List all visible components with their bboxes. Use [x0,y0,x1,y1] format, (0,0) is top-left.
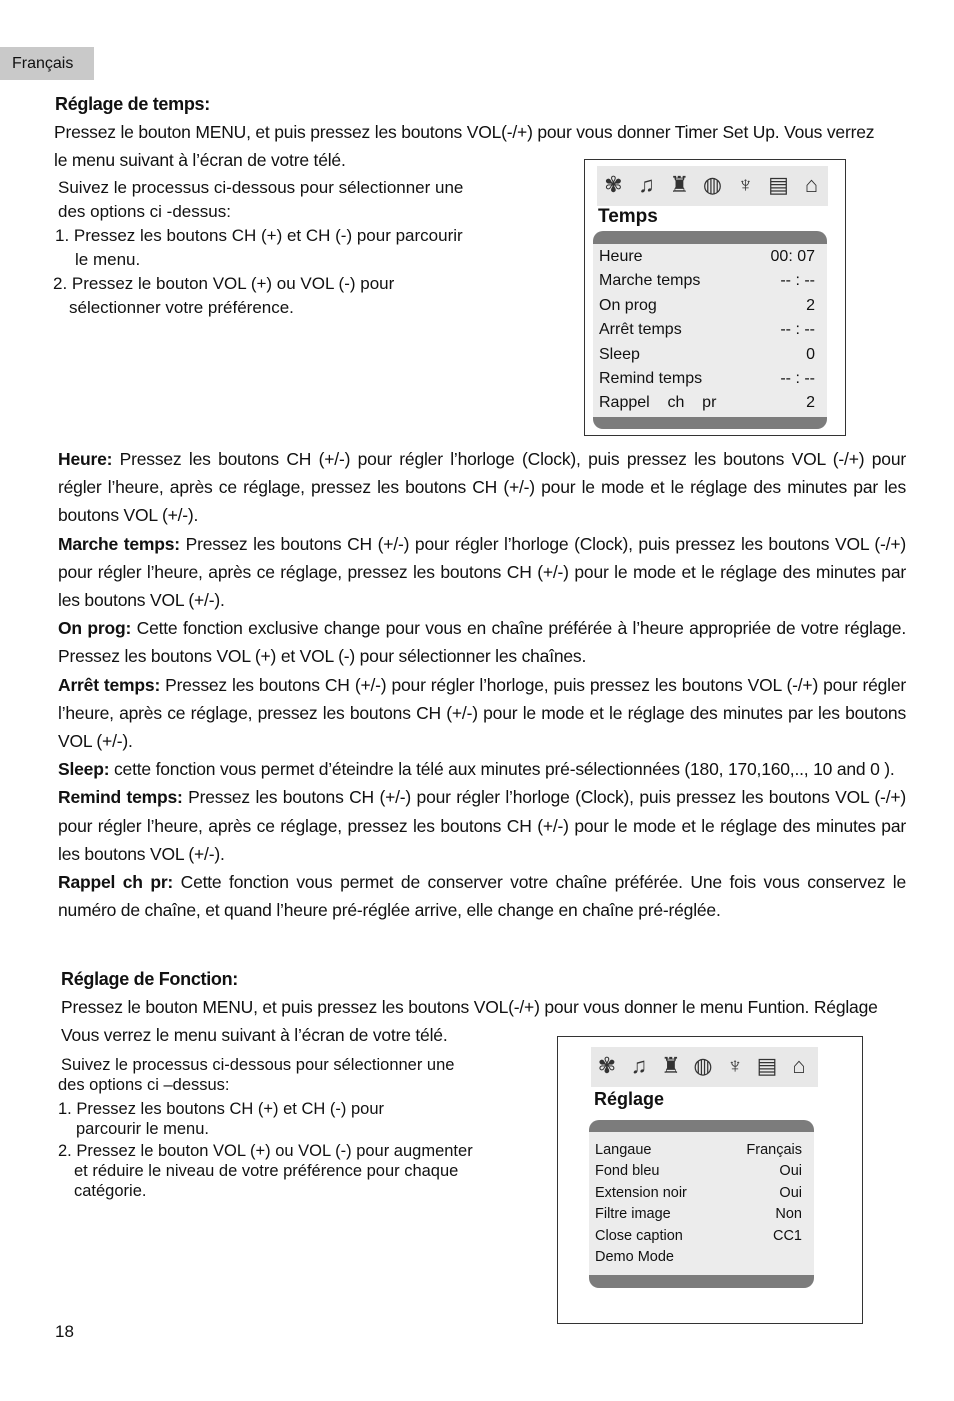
timer-menu-osd [584,159,846,436]
menu-row-label: Filtre image [595,1206,671,1223]
step-2a: 2. Pressez le bouton VOL (+) ou VOL (-) pour [53,274,395,293]
menu-top-bar [593,231,827,244]
sound-icon: ♫ [630,1053,648,1078]
menu-row-label: Demo Mode [595,1249,674,1265]
menu-icon-bar [591,1047,818,1087]
menu-row-value: 2 [806,394,815,412]
osd-title: Temps [598,206,658,227]
menu-row[interactable] [593,248,827,266]
menu-icon-bar [597,166,828,206]
function-menu-osd [557,1036,863,1324]
lock-icon: ⌂ [792,1053,806,1078]
step-2b: sélectionner votre préférence. [69,298,294,317]
menu-row-value: Oui [779,1163,802,1180]
step-1a: 1. Pressez les boutons CH (+) et CH (-) pour parcourir [55,226,463,245]
menu-row[interactable] [593,272,827,290]
description-paragraph [58,530,906,615]
menu-row-label: Fond bleu [595,1163,660,1180]
document-icon: ▤ [756,1053,778,1078]
menu-panel [589,1132,814,1275]
description-paragraph [58,755,906,783]
menu-row[interactable] [589,1142,814,1158]
menu-row-label: On prog [599,296,657,314]
description-term: Sleep: [58,759,110,780]
document-icon: ▤ [768,172,789,197]
section-title-function: Réglage de Fonction: [61,969,239,989]
description-term: Marche temps: [58,533,180,554]
description-paragraph [58,445,906,530]
menu-row-value: 00: 07 [770,248,815,265]
menu-bottom-bar [593,417,827,429]
menu-row-label: Heure [599,248,643,265]
menu-row-value: Français [746,1142,802,1158]
menu-row-value: -- : -- [780,272,815,290]
steps2-lead-1: Suivez le processus ci-dessous pour sélectionner une [61,1056,455,1074]
step2-1b: parcourir le menu. [76,1120,209,1138]
menu-row[interactable] [593,321,827,339]
description-term: Remind temps: [58,787,183,808]
menu-row-label: Rappel ch pr [599,394,717,412]
step2-2a: 2. Pressez le bouton VOL (+) ou VOL (-) pour augmenter [58,1142,473,1160]
menu-row[interactable] [593,297,827,315]
menu-row[interactable] [589,1163,814,1179]
globe-icon: ◍ [693,1053,713,1078]
step-1b: le menu. [75,250,141,269]
sound-icon: ♫ [638,172,655,197]
step2-1a: 1. Pressez les boutons CH (+) et CH (-) pour [58,1100,384,1118]
page-number: 18 [55,1322,74,1341]
description-text: cette fonction vous permet d’éteindre la télé aux minutes pré-sélectionnées (180, 170,160,.., 10 and 0 ). [109,759,895,780]
menu-row-label: Sleep [599,345,640,363]
description-paragraph [58,783,906,868]
menu-row-value: 0 [806,345,815,363]
satellite-icon: ♆ [726,1053,744,1078]
steps-function [58,1055,518,1201]
description-term: On prog: [58,618,132,639]
menu-row-value: Non [775,1206,802,1223]
description-term: Rappel ch pr: [58,872,174,893]
steps-lead-2: des options ci -dessus: [58,202,231,221]
section-title-timer: Réglage de temps: [55,94,210,114]
lock-icon: ⌂ [804,172,819,197]
description-term: Heure: [58,449,113,469]
channel-icon: ♜ [661,1053,681,1078]
menu-row[interactable] [589,1249,814,1265]
menu-row-label: Arrêt temps [599,321,682,339]
description-text: Cette fonction exclusive change pour vous en chaîne préférée à l’heure appropriée de votre réglage. Pressez les boutons VOL (+) et VOL (-) pour sélectionner les chaînes. [58,618,906,667]
menu-row-value: Oui [779,1184,802,1201]
menu-top-bar [589,1120,814,1132]
step2-2b: et réduire le niveau de votre préférence pour chaque [74,1162,459,1180]
menu-bottom-bar [589,1275,814,1288]
steps2-lead-2: des options ci –dessus: [58,1076,230,1094]
menu-row[interactable] [593,346,827,364]
description-paragraph [58,614,906,670]
menu-row-label: Marche temps [599,272,701,290]
picture-icon: ✾ [597,1053,617,1078]
channel-icon: ♜ [669,172,690,197]
description-text: Pressez les boutons CH (+/-) pour régler l’horloge (Clock), puis pressez les boutons VOL (-/+) pour régler l’heure, après ce réglage, pressez les boutons CH (+/-) pour le mode et le réglage des minutes par les boutons VOL (+/-). [58,787,906,864]
language-tab: Français [0,47,94,80]
description-text: Pressez les boutons CH (+/-) pour régler l’horloge (Clock), puis pressez les boutons VOL (-/+) pour régler l’heure, après ce réglage, pressez les boutons CH (+/-) pour le mode et le réglage des minutes par les boutons VOL (+/-). [58,449,906,526]
menu-row-label: Remind temps [599,370,703,387]
menu-panel [593,244,827,417]
intro-line-1: Pressez le bouton MENU, et puis pressez les boutons VOL(-/+) pour vous donner Timer Set Up. Vous verrez [54,122,875,142]
menu-row-value: -- : -- [780,321,815,339]
description-term: Arrêt temps: [58,674,161,695]
intro-line-2: le menu suivant à l’écran de votre télé. [54,150,346,170]
step2-2c: catégorie. [74,1182,147,1200]
menu-row-label: Extension noir [595,1184,687,1201]
osd-title: Réglage [594,1089,665,1109]
menu-row[interactable] [593,370,827,388]
description-paragraph [58,868,906,924]
menu-row-value: 2 [806,296,815,314]
menu-row[interactable] [593,394,827,412]
description-paragraph [58,671,906,756]
picture-icon: ✾ [604,172,623,197]
menu-row[interactable] [589,1228,814,1244]
descriptions [58,445,906,924]
description-text: Pressez les boutons CH (+/-) pour régler l’horloge (Clock), puis pressez les boutons VOL (-/+) pour régler l’heure, après ce réglage, pressez les boutons CH (+/-) pour le mode et le réglage des minutes par les boutons VOL (+/-). [58,533,906,611]
steps-timer [55,176,485,320]
steps-lead-1: Suivez le processus ci-dessous pour sélectionner une [58,178,464,197]
globe-icon: ◍ [702,172,723,197]
menu-row[interactable] [589,1185,814,1201]
menu-row-value: -- : -- [780,370,815,387]
menu-row-label: Close caption [595,1227,683,1244]
menu-row-value: CC1 [772,1227,802,1244]
menu-row-label: Langaue [595,1142,652,1158]
satellite-icon: ♆ [737,172,754,197]
intro2-line-2: Vous verrez le menu suivant à l’écran de votre télé. [61,1025,448,1045]
menu-row[interactable] [589,1206,814,1222]
description-text: Cette fonction vous permet de conserver votre chaîne préférée. Une fois vous conservez le numéro de chaîne, et quand l’heure pré-réglée arrive, elle change en chaîne pré-réglée. [58,872,906,921]
intro2-line-1: Pressez le bouton MENU, et puis pressez les boutons VOL(-/+) pour vous donner le menu Funtion. Réglage [61,997,878,1017]
description-text: Pressez les boutons CH (+/-) pour régler l’horloge, puis pressez les boutons VOL (-/+) pour régler l’heure, après ce réglage, pressez les boutons CH (+/-) pour le mode et le réglage des minutes par les boutons VOL (+/-). [58,674,907,752]
